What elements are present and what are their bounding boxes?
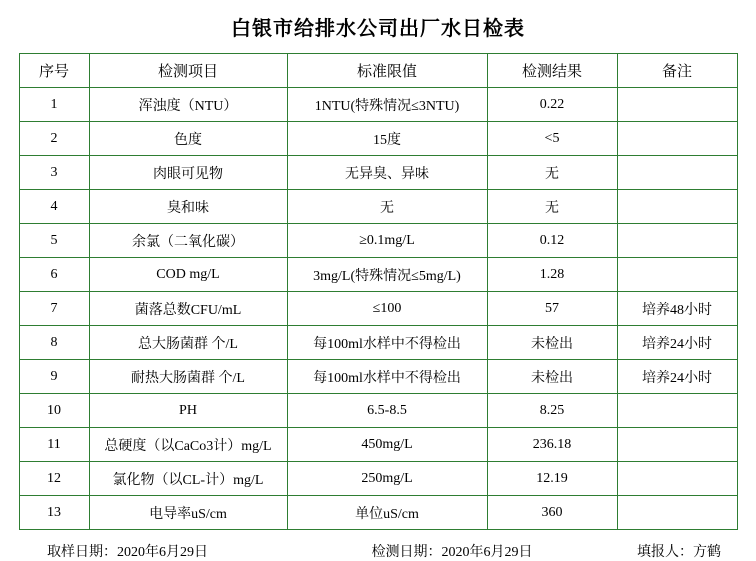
- cell-note: 培养48小时: [617, 292, 737, 326]
- cell-item: 余氯（二氧化碳）: [89, 224, 287, 258]
- table-row: [19, 292, 737, 326]
- cell-result: 无: [487, 156, 617, 190]
- cell-no: 10: [19, 394, 89, 428]
- cell-item: 耐热大肠菌群 个/L: [89, 360, 287, 394]
- table-row: [19, 258, 737, 292]
- cell-limit: 无: [287, 190, 487, 224]
- page-title: 白银市给排水公司出厂水日检表: [231, 18, 525, 40]
- cell-no: 3: [19, 156, 89, 190]
- cell-item: PH: [89, 394, 287, 428]
- table-row: [19, 462, 737, 496]
- cell-result: 1.28: [487, 258, 617, 292]
- cell-result: 8.25: [487, 394, 617, 428]
- cell-result: 360: [487, 496, 617, 530]
- cell-result: 未检出: [487, 360, 617, 394]
- footer: [19, 530, 737, 561]
- cell-item: 臭和味: [89, 190, 287, 224]
- cell-no: 11: [19, 428, 89, 462]
- cell-item: 浑浊度（NTU）: [89, 88, 287, 122]
- cell-note: [617, 224, 737, 258]
- table-row: [19, 156, 737, 190]
- table-row: [19, 326, 737, 360]
- cell-no: 9: [19, 360, 89, 394]
- table-row: [19, 88, 737, 122]
- cell-no: 2: [19, 122, 89, 156]
- cell-limit: 每100ml水样中不得检出: [287, 326, 487, 360]
- cell-result: <5: [487, 122, 617, 156]
- cell-item: COD mg/L: [89, 258, 287, 292]
- cell-no: 12: [19, 462, 89, 496]
- test-date: 检测日期：2020年6月29日: [371, 545, 533, 560]
- sample-date: 取样日期：2020年6月29日: [47, 545, 208, 560]
- table-row: [19, 224, 737, 258]
- cell-note: 培养24小时: [617, 326, 737, 360]
- column-header-result: 检测结果: [487, 54, 617, 88]
- cell-result: 未检出: [487, 326, 617, 360]
- cell-note: [617, 122, 737, 156]
- cell-limit: 1NTU(特殊情况≤3NTU): [287, 88, 487, 122]
- cell-limit: 6.5-8.5: [287, 394, 487, 428]
- cell-no: 13: [19, 496, 89, 530]
- cell-item: 肉眼可见物: [89, 156, 287, 190]
- cell-note: 培养24小时: [617, 360, 737, 394]
- table-row: [19, 428, 737, 462]
- cell-no: 5: [19, 224, 89, 258]
- table-row: [19, 360, 737, 394]
- cell-result: 0.12: [487, 224, 617, 258]
- cell-note: [617, 462, 737, 496]
- cell-note: [617, 496, 737, 530]
- cell-result: 0.22: [487, 88, 617, 122]
- cell-item: 电导率uS/cm: [89, 496, 287, 530]
- cell-note: [617, 428, 737, 462]
- cell-no: 8: [19, 326, 89, 360]
- cell-limit: 单位uS/cm: [287, 496, 487, 530]
- cell-result: 236.18: [487, 428, 617, 462]
- cell-item: 总硬度（以CaCo3计）mg/L: [89, 428, 287, 462]
- cell-limit: 15度: [287, 122, 487, 156]
- cell-note: [617, 190, 737, 224]
- cell-limit: 3mg/L(特殊情况≤5mg/L): [287, 258, 487, 292]
- cell-limit: 250mg/L: [287, 462, 487, 496]
- cell-result: 57: [487, 292, 617, 326]
- column-header-item: 检测项目: [89, 54, 287, 88]
- reporter: 填报人：方鹤: [637, 545, 721, 560]
- table-row: [19, 394, 737, 428]
- cell-item: 菌落总数CFU/mL: [89, 292, 287, 326]
- cell-no: 1: [19, 88, 89, 122]
- column-header-note: 备注: [617, 54, 737, 88]
- table-header-row: [19, 54, 737, 88]
- cell-result: 12.19: [487, 462, 617, 496]
- cell-limit: ≥0.1mg/L: [287, 224, 487, 258]
- table-row: [19, 190, 737, 224]
- table-row: [19, 122, 737, 156]
- cell-no: 7: [19, 292, 89, 326]
- cell-note: [617, 156, 737, 190]
- cell-item: 色度: [89, 122, 287, 156]
- table-row: [19, 496, 737, 530]
- cell-note: [617, 88, 737, 122]
- cell-no: 4: [19, 190, 89, 224]
- cell-limit: 每100ml水样中不得检出: [287, 360, 487, 394]
- column-header-no: 序号: [19, 54, 89, 88]
- cell-item: 总大肠菌群 个/L: [89, 326, 287, 360]
- cell-limit: ≤100: [287, 292, 487, 326]
- cell-note: [617, 258, 737, 292]
- cell-no: 6: [19, 258, 89, 292]
- column-header-limit: 标准限值: [287, 54, 487, 88]
- cell-result: 无: [487, 190, 617, 224]
- cell-item: 氯化物（以CL-计）mg/L: [89, 462, 287, 496]
- cell-limit: 450mg/L: [287, 428, 487, 462]
- cell-note: [617, 394, 737, 428]
- cell-limit: 无异臭、异味: [287, 156, 487, 190]
- water-inspection-table: [19, 53, 738, 530]
